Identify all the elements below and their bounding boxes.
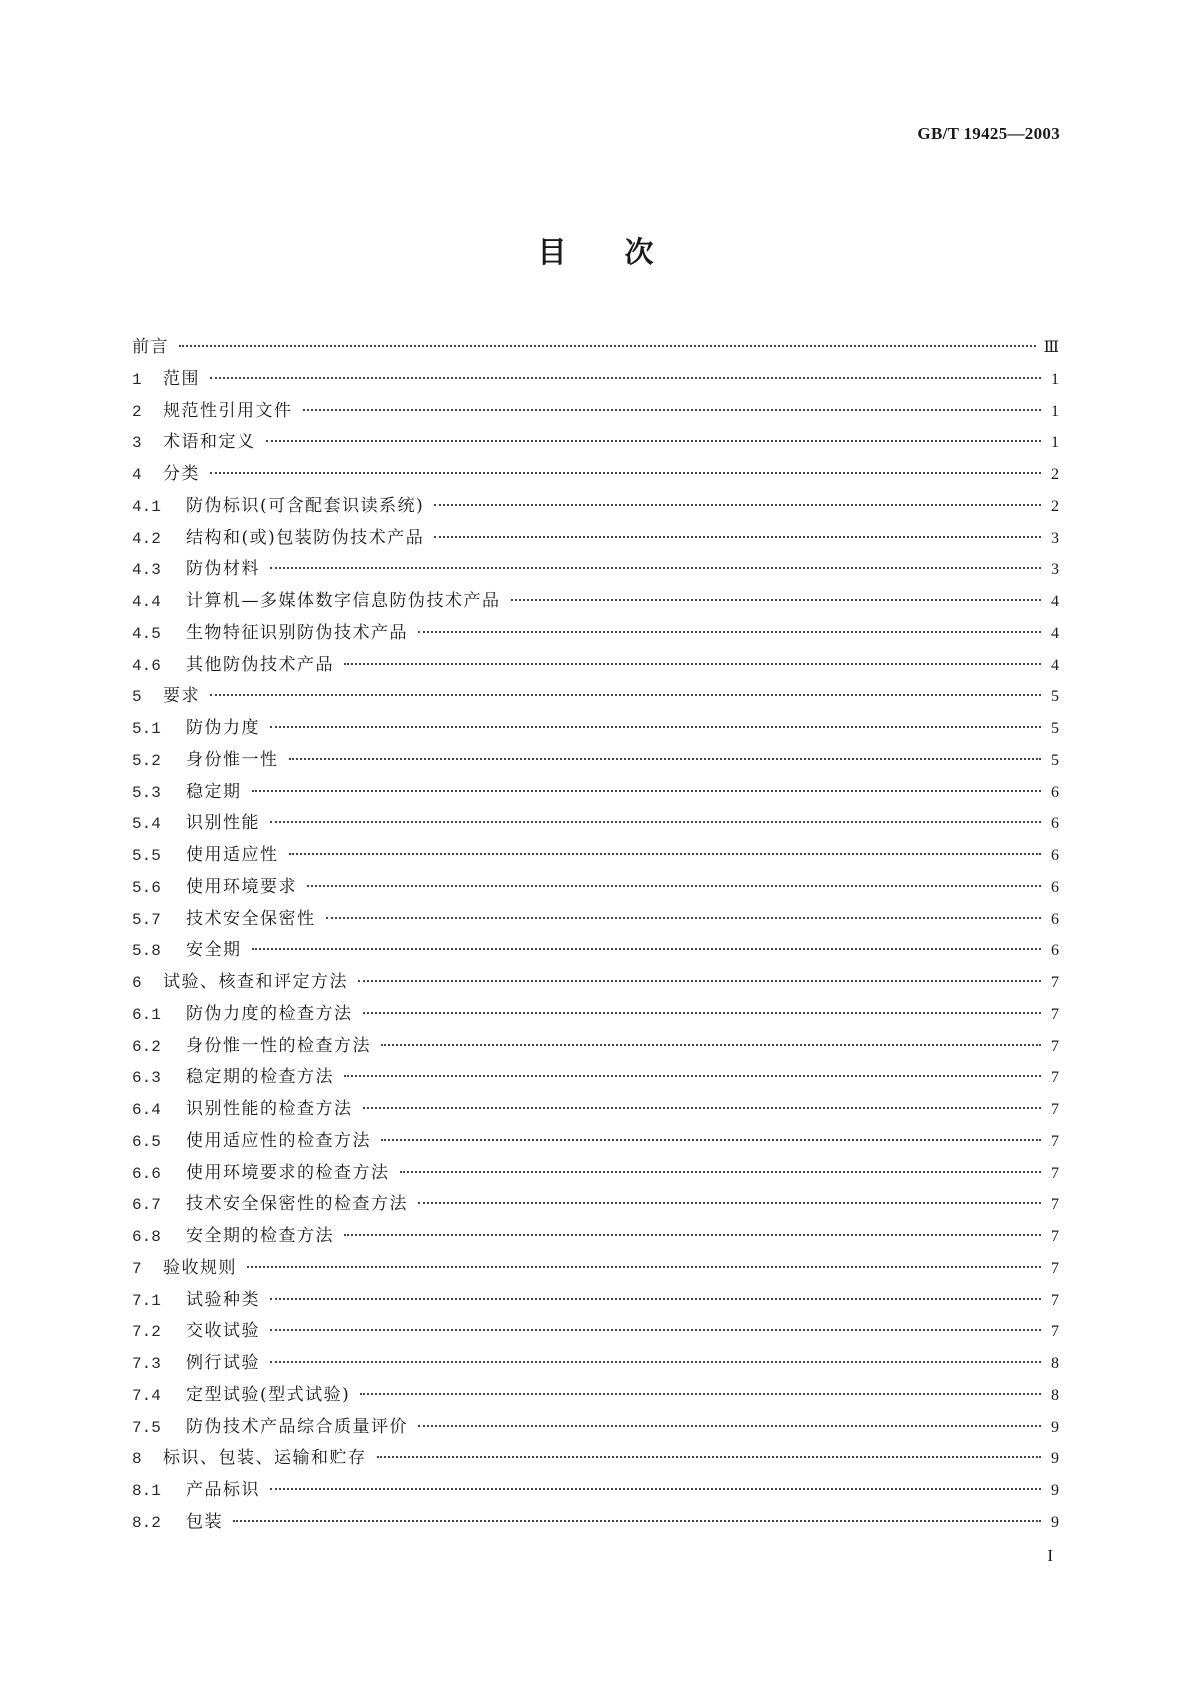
toc-entry[interactable] xyxy=(132,999,1059,1031)
dot-leader xyxy=(377,1456,1042,1458)
toc-page-number: 1 xyxy=(1051,434,1059,452)
dot-leader xyxy=(418,1425,1041,1427)
toc-entry[interactable] xyxy=(132,1380,1059,1412)
toc-page-number: 7 xyxy=(1051,1196,1059,1214)
dot-leader xyxy=(344,1234,1041,1236)
toc-entry[interactable] xyxy=(132,1031,1059,1063)
toc-section-title: 稳定期 xyxy=(186,781,242,802)
toc-section-title: 识别性能的检查方法 xyxy=(186,1099,353,1119)
toc-entry[interactable] xyxy=(132,777,1059,809)
dot-leader xyxy=(210,472,1041,474)
dot-leader xyxy=(270,1361,1041,1363)
toc-page-number: 4 xyxy=(1051,656,1059,674)
toc-section-title: 防伪标识(可含配套识读系统) xyxy=(186,495,425,516)
toc-page-number: 7 xyxy=(1051,1164,1059,1182)
toc-page-number: 7 xyxy=(1051,974,1059,991)
toc-section-title: 技术安全保密性的检查方法 xyxy=(186,1194,408,1215)
toc-entry[interactable] xyxy=(132,1062,1059,1094)
toc-section-number: 6.6 xyxy=(132,1164,161,1183)
toc-page-number: 7 xyxy=(1051,1132,1059,1150)
toc-section-title: 前言 xyxy=(132,337,169,357)
toc-section-title: 交收试验 xyxy=(186,1321,260,1342)
dot-leader xyxy=(270,1298,1041,1300)
toc-entry[interactable] xyxy=(132,1189,1059,1221)
toc-page-number: 7 xyxy=(1051,1005,1059,1023)
toc-page-number: 7 xyxy=(1051,1291,1059,1309)
dot-leader xyxy=(252,948,1042,950)
dot-leader xyxy=(270,726,1041,728)
toc-section-number: 6.8 xyxy=(132,1228,161,1246)
toc-entry[interactable] xyxy=(132,396,1059,428)
toc-page-number: 6 xyxy=(1051,847,1059,864)
toc-entry[interactable] xyxy=(132,554,1059,586)
toc-entry[interactable] xyxy=(132,872,1059,904)
dot-leader xyxy=(210,694,1041,696)
dot-leader xyxy=(418,1202,1041,1204)
dot-leader xyxy=(381,1139,1041,1141)
toc-entry[interactable] xyxy=(132,967,1059,999)
toc-section-number: 5.5 xyxy=(132,847,161,865)
toc-section-number: 6.4 xyxy=(132,1101,161,1119)
toc-section-title: 使用环境要求 xyxy=(186,876,297,897)
toc-section-title: 身份惟一性的检查方法 xyxy=(186,1035,371,1056)
toc-section-title: 例行试验 xyxy=(186,1353,260,1373)
dot-leader xyxy=(270,1329,1041,1331)
toc-section-title: 规范性引用文件 xyxy=(163,400,293,421)
toc-entry[interactable] xyxy=(132,713,1059,745)
toc-page-number: 7 xyxy=(1051,1323,1059,1341)
toc-section-number: 4.2 xyxy=(132,529,161,548)
toc-page-number: 4 xyxy=(1051,593,1059,610)
toc-page-number: 1 xyxy=(1051,370,1059,388)
toc-section-number: 5.2 xyxy=(132,751,161,770)
toc-page-number: 2 xyxy=(1051,466,1059,483)
toc-entry[interactable] xyxy=(132,681,1059,713)
standard-number: GB/T 19425—2003 xyxy=(917,124,1060,143)
toc-page-number: 9 xyxy=(1051,1450,1059,1468)
toc-page-number: 1 xyxy=(1051,402,1059,420)
toc-section-title: 术语和定义 xyxy=(163,432,256,453)
toc-section-title: 防伪材料 xyxy=(186,559,260,580)
dot-leader xyxy=(303,409,1042,411)
dot-leader xyxy=(270,567,1041,569)
toc-section-title: 使用适应性 xyxy=(186,845,279,865)
toc-section-title: 防伪力度 xyxy=(186,718,260,738)
toc-section-title: 防伪力度的检查方法 xyxy=(186,1003,353,1024)
toc-page-number: 6 xyxy=(1051,910,1059,928)
toc-section-title: 范围 xyxy=(163,368,200,389)
dot-leader xyxy=(247,1266,1041,1268)
toc-section-title: 安全期的检查方法 xyxy=(186,1226,334,1246)
toc-page-number: 5 xyxy=(1051,720,1059,737)
toc-page-number: 8 xyxy=(1051,1386,1059,1404)
toc-entry[interactable] xyxy=(132,1221,1059,1253)
toc-section-number: 7.3 xyxy=(132,1355,161,1373)
toc-section-number: 8 xyxy=(132,1450,142,1469)
toc-entry[interactable] xyxy=(132,1475,1059,1507)
dot-leader xyxy=(270,821,1041,823)
toc-section-number: 6.1 xyxy=(132,1005,161,1024)
toc-entry[interactable] xyxy=(132,1348,1059,1380)
toc-entry[interactable] xyxy=(132,618,1059,650)
toc-section-number: 7.1 xyxy=(132,1291,161,1310)
toc-section-title: 安全期 xyxy=(186,940,242,961)
toc-section-title: 要求 xyxy=(163,686,200,707)
page-title: 目次 xyxy=(537,235,712,269)
toc-entry[interactable] xyxy=(132,332,1059,364)
toc-entry[interactable] xyxy=(132,1412,1059,1444)
toc-page-number: 9 xyxy=(1051,1418,1059,1436)
toc-section-title: 其他防伪技术产品 xyxy=(186,654,334,675)
dot-leader xyxy=(210,377,1041,379)
toc-section-number: 4.6 xyxy=(132,656,161,675)
toc-section-title: 标识、包装、运输和贮存 xyxy=(163,1448,367,1469)
toc-section-title: 稳定期的检查方法 xyxy=(186,1067,334,1088)
toc-page-number: 6 xyxy=(1051,783,1059,801)
toc-section-title: 身份惟一性 xyxy=(186,749,279,770)
toc-page-number: 7 xyxy=(1051,1259,1059,1277)
toc-section-number: 5.8 xyxy=(132,942,161,961)
toc-page-number: 5 xyxy=(1051,688,1059,706)
dot-leader xyxy=(344,663,1041,665)
dot-leader xyxy=(358,980,1041,982)
toc-page-number: 9 xyxy=(1051,1513,1059,1531)
toc-section-title: 结构和(或)包装防伪技术产品 xyxy=(186,527,425,548)
toc-section-title: 定型试验(型式试验) xyxy=(186,1384,351,1405)
toc-page-number: 7 xyxy=(1051,1037,1059,1055)
toc-entry[interactable] xyxy=(132,1316,1059,1348)
toc-section-title: 计算机—多媒体数字信息防伪技术产品 xyxy=(186,591,501,611)
toc-page-number: 2 xyxy=(1051,497,1059,515)
toc-entry[interactable] xyxy=(132,650,1059,682)
toc-page-number: 7 xyxy=(1051,1069,1059,1087)
toc-entry[interactable] xyxy=(132,904,1059,936)
toc-section-number: 5.7 xyxy=(132,910,161,929)
toc-entry[interactable] xyxy=(132,459,1059,491)
dot-leader xyxy=(233,1520,1041,1522)
dot-leader xyxy=(326,917,1042,919)
page-number: I xyxy=(1047,1546,1053,1565)
toc-entry[interactable] xyxy=(132,808,1059,840)
toc-section-number: 8.2 xyxy=(132,1513,161,1532)
dot-leader xyxy=(307,885,1041,887)
toc-page-number: 5 xyxy=(1051,751,1059,769)
toc-page-number: 3 xyxy=(1051,561,1059,579)
dot-leader xyxy=(363,1107,1042,1109)
toc-page-number: 4 xyxy=(1051,624,1059,642)
toc-entry[interactable] xyxy=(132,427,1059,459)
toc-section-title: 使用环境要求的检查方法 xyxy=(186,1162,390,1183)
toc-section-number: 1 xyxy=(132,370,142,389)
toc-page-number: Ⅲ xyxy=(1043,339,1059,356)
dot-leader xyxy=(511,599,1042,601)
toc-section-number: 8.1 xyxy=(132,1482,161,1500)
toc-entry[interactable] xyxy=(132,745,1059,777)
toc-section-number: 5.1 xyxy=(132,720,161,738)
toc-section-number: 5.6 xyxy=(132,878,161,897)
toc-section-number: 6.3 xyxy=(132,1069,161,1088)
toc-section-title: 包装 xyxy=(186,1511,223,1532)
toc-section-number: 6.2 xyxy=(132,1037,161,1056)
toc-page-number: 6 xyxy=(1051,878,1059,896)
dot-leader xyxy=(270,1488,1041,1490)
dot-leader xyxy=(179,345,1036,347)
table-of-contents xyxy=(132,332,1059,1539)
toc-section-title: 技术安全保密性 xyxy=(186,908,316,929)
toc-page-number: 6 xyxy=(1051,815,1059,833)
toc-entry[interactable] xyxy=(132,840,1059,872)
toc-section-number: 5 xyxy=(132,688,142,707)
toc-section-number: 3 xyxy=(132,434,142,453)
toc-section-title: 使用适应性的检查方法 xyxy=(186,1130,371,1151)
dot-leader xyxy=(418,631,1041,633)
toc-page-number: 7 xyxy=(1051,1101,1059,1118)
dot-leader xyxy=(434,536,1041,538)
toc-section-title: 识别性能 xyxy=(186,813,260,834)
dot-leader xyxy=(289,853,1042,855)
toc-section-number: 6 xyxy=(132,974,142,992)
toc-section-number: 4.3 xyxy=(132,561,161,580)
toc-entry[interactable] xyxy=(132,1443,1059,1475)
toc-entry[interactable] xyxy=(132,1507,1059,1539)
toc-section-title: 验收规则 xyxy=(163,1257,237,1278)
dot-leader xyxy=(289,758,1042,760)
dot-leader xyxy=(363,1012,1042,1014)
toc-entry[interactable] xyxy=(132,491,1059,523)
toc-section-title: 试验、核查和评定方法 xyxy=(163,972,348,992)
toc-section-number: 7.5 xyxy=(132,1418,161,1437)
toc-section-number: 4.4 xyxy=(132,593,161,611)
toc-entry[interactable] xyxy=(132,1158,1059,1190)
dot-leader xyxy=(344,1075,1041,1077)
toc-section-number: 7.2 xyxy=(132,1323,161,1342)
toc-section-number: 4 xyxy=(132,466,142,484)
toc-section-title: 分类 xyxy=(163,464,200,484)
dot-leader xyxy=(266,440,1042,442)
toc-section-title: 产品标识 xyxy=(186,1480,260,1500)
toc-entry[interactable] xyxy=(132,1285,1059,1317)
dot-leader xyxy=(381,1044,1041,1046)
toc-page-number: 8 xyxy=(1051,1355,1059,1372)
toc-entry[interactable] xyxy=(132,1094,1059,1126)
toc-entry[interactable] xyxy=(132,1253,1059,1285)
toc-section-number: 6.5 xyxy=(132,1132,161,1151)
toc-section-title: 试验种类 xyxy=(186,1289,260,1310)
toc-section-title: 防伪技术产品综合质量评价 xyxy=(186,1416,408,1437)
toc-entry[interactable] xyxy=(132,364,1059,396)
dot-leader xyxy=(360,1393,1041,1395)
dot-leader xyxy=(434,504,1041,506)
toc-page-number: 7 xyxy=(1051,1228,1059,1245)
toc-entry[interactable] xyxy=(132,523,1059,555)
toc-section-number: 6.7 xyxy=(132,1196,161,1215)
dot-leader xyxy=(252,790,1042,792)
dot-leader xyxy=(400,1171,1042,1173)
toc-section-number: 7 xyxy=(132,1259,142,1278)
toc-section-title: 生物特征识别防伪技术产品 xyxy=(186,622,408,643)
toc-page-number: 9 xyxy=(1051,1482,1059,1499)
toc-entry[interactable] xyxy=(132,1126,1059,1158)
toc-section-number: 7.4 xyxy=(132,1386,161,1405)
toc-section-number: 5.3 xyxy=(132,783,161,802)
toc-page-number: 6 xyxy=(1051,942,1059,960)
toc-section-number: 5.4 xyxy=(132,815,161,834)
toc-section-number: 2 xyxy=(132,402,142,421)
toc-entry[interactable] xyxy=(132,586,1059,618)
toc-section-number: 4.5 xyxy=(132,624,161,643)
toc-page-number: 3 xyxy=(1051,529,1059,547)
toc-section-number: 4.1 xyxy=(132,497,161,516)
toc-entry[interactable] xyxy=(132,935,1059,967)
